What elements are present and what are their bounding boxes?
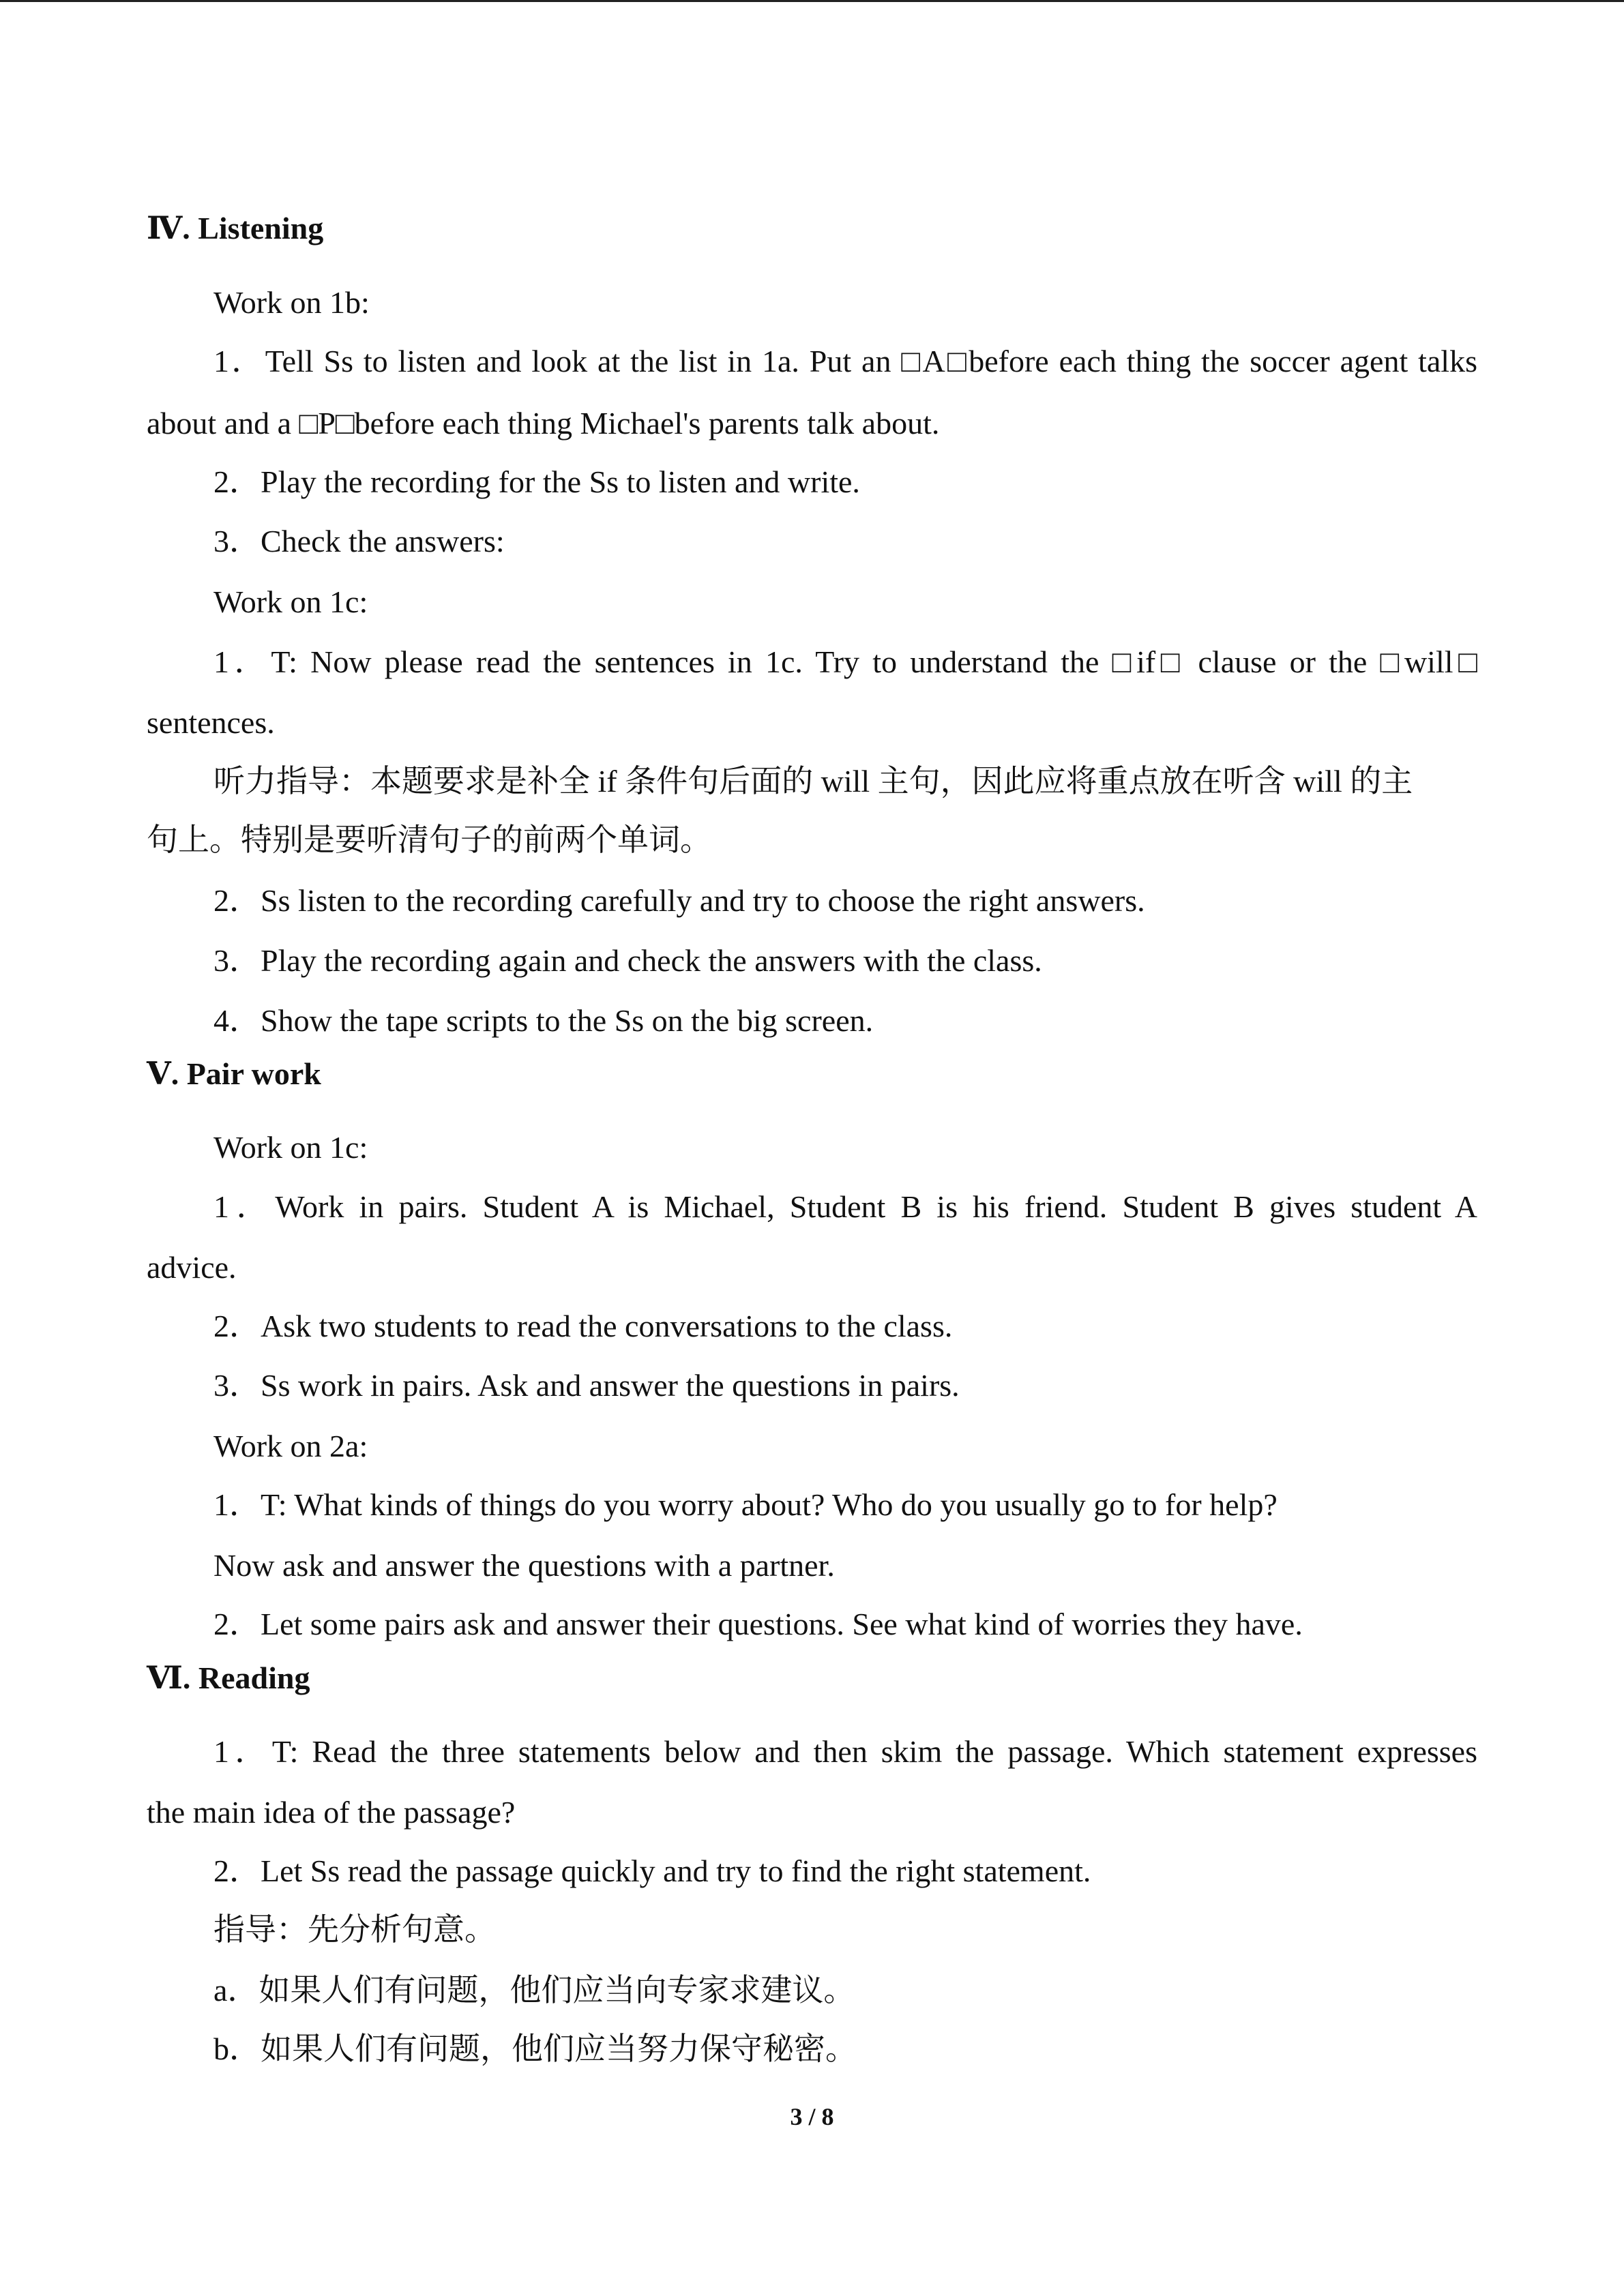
paragraph-line: 2．Play the recording for the Ss to listen and write. [213,464,860,499]
paragraph-line: Work on 1c: [213,1130,368,1165]
paragraph-line: 4．Show the tape scripts to the Ss on the big screen. [213,1003,874,1038]
paragraph-line: b．如果人们有问题，他们应当努力保守秘密。 [213,2031,857,2066]
paragraph-line: 1．Work in pairs. Student A is Michael, Student B is his friend. Student B gives student A [213,1189,1477,1224]
paragraph-line: 2．Ss listen to the recording carefully and try to choose the right answers. [213,883,1145,918]
section-heading-listening: Ⅳ. Listening [147,211,324,245]
paragraph-line: 3．Play the recording again and check the answers with the class. [213,943,1042,978]
paragraph-line: 1．Tell Ss to listen and look at the list in 1a. Put an □A□before each thing the soccer agent talks [213,344,1477,378]
paragraph-line: Work on 1b: [213,285,370,320]
paragraph-line: 3．Check the answers: [213,524,505,558]
page-number: 3 / 8 [790,2103,834,2130]
paragraph-line: Work on 1c: [213,584,368,619]
paragraph-line: 指导：先分析句意。 [213,1912,496,1947]
paragraph-line: the main idea of the passage? [147,1795,516,1830]
paragraph-line: 2．Ask two students to read the conversations to the class. [213,1309,953,1343]
top-border-rule [0,0,1624,2]
paragraph-line: sentences. [147,705,275,740]
paragraph-line: 2．Let some pairs ask and answer their questions. See what kind of worries they have. [213,1607,1303,1641]
paragraph-line: 听力指导：本题要求是补全 if 条件句后面的 will 主句，因此应将重点放在听含 will 的主 [213,764,1413,799]
paragraph-line: a．如果人们有问题，他们应当向专家求建议。 [213,1973,855,2008]
section-heading-pair-work: Ⅴ. Pair work [147,1056,321,1091]
paragraph-line: 1．T: What kinds of things do you worry about? Who do you usually go to for help? [213,1487,1278,1522]
paragraph-line: Work on 2a: [213,1429,368,1463]
paragraph-line: advice. [147,1250,237,1285]
paragraph-line: 1．T: Now please read the sentences in 1c. Try to understand the □if□ clause or the □will□ [213,644,1477,679]
section-heading-reading: Ⅵ. Reading [147,1660,310,1695]
paragraph-line: 3．Ss work in pairs. Ask and answer the questions in pairs. [213,1368,960,1403]
paragraph-line: 句上。特别是要听清句子的前两个单词。 [147,822,711,857]
paragraph-line: Now ask and answer the questions with a partner. [213,1548,835,1583]
paragraph-line: about and a □P□before each thing Michael's parents talk about. [147,406,940,441]
paragraph-line: 2．Let Ss read the passage quickly and try to find the right statement. [213,1853,1091,1888]
paragraph-line: 1．T: Read the three statements below and then skim the passage. Which statement expresses [213,1734,1477,1769]
